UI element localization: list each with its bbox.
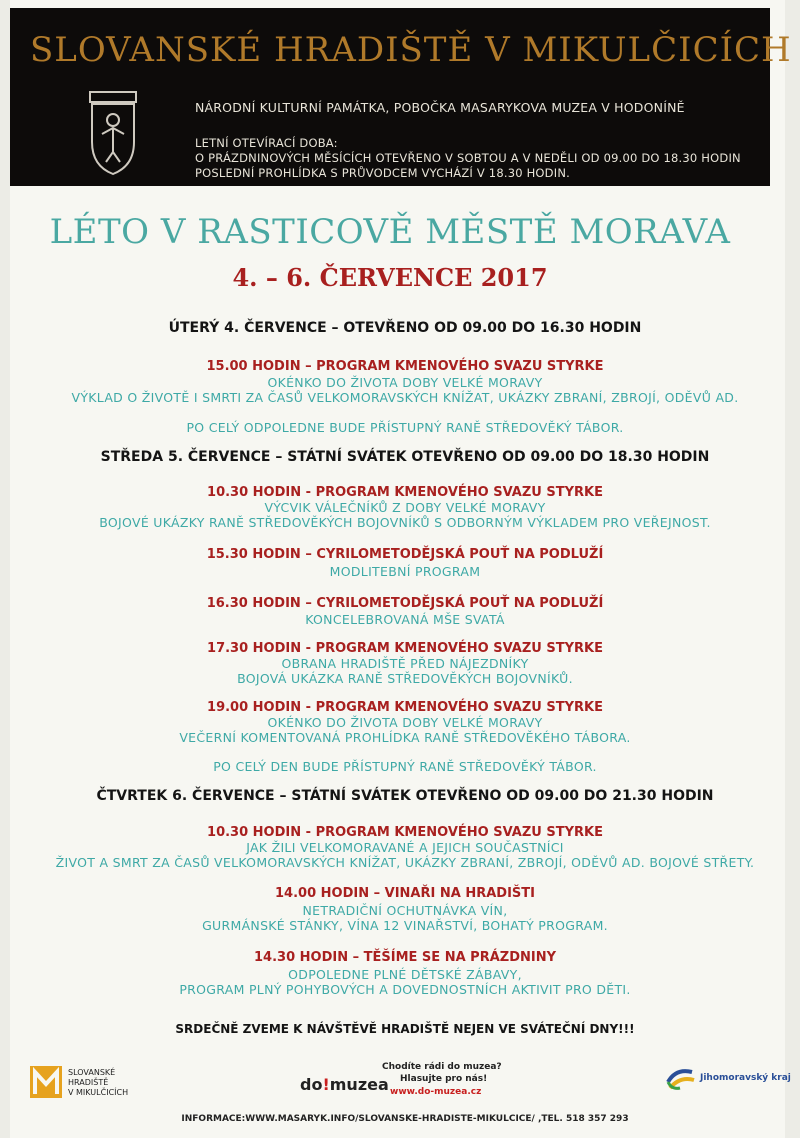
program-time: 19.00 HODIN - PROGRAM KMENOVÉHO SVAZU STYRKE [207, 700, 603, 715]
closing-invitation: SRDEČNĚ ZVEME K NÁVŠTĚVĚ HRADIŠTĚ NEJEN VE SVÁTEČNÍ DNY!!! [175, 1022, 635, 1036]
program-desc: KONCELEBROVANÁ MŠE SVATÁ [305, 612, 505, 627]
program-desc: ŽIVOT A SMRT ZA ČASŮ VELKOMORAVSKÝCH KNÍŽAT, UKÁZKY ZBRANÍ, ZBROJÍ, ODĚVŮ AD. BOJOVÉ STŘETY. [55, 855, 755, 870]
program-desc: OKÉNKO DO ŽIVOTA DOBY VELKÉ MORAVY [267, 375, 543, 390]
footer-logo-text: HRADIŠTĚ [68, 1078, 109, 1087]
vote-url: www.do-muzea.cz [390, 1087, 482, 1097]
program-time: 10.30 HODIN - PROGRAM KMENOVÉHO SVAZU STYRKE [207, 485, 603, 500]
program-desc: VÝKLAD O ŽIVOTĚ I SMRTI ZA ČASŮ VELKOMORAVSKÝCH KNÍŽAT, UKÁZKY ZBRANÍ, ZBROJÍ, ODĚVŮ AD. [71, 390, 739, 405]
hours-label: LETNÍ OTEVÍRACÍ DOBA: [195, 136, 338, 150]
day-note: PO CELÝ ODPOLEDNE BUDE PŘÍSTUPNÝ RANĚ STŘEDOVĚKÝ TÁBOR. [186, 420, 624, 435]
event-dates: 4. – 6. ČERVENCE 2017 [232, 263, 548, 292]
program-desc: MODLITEBNÍ PROGRAM [329, 564, 481, 579]
contact-info: INFORMACE:WWW.MASARYK.INFO/SLOVANSKE-HRADISTE-MIKULCICE/ ,TEL. 518 357 293 [181, 1114, 629, 1124]
program-desc: BOJOVÉ UKÁZKY RANĚ STŘEDOVĚKÝCH BOJOVNÍKŮ S ODBORNÝM VÝKLADEM PRO VEŘEJNOST. [99, 515, 711, 530]
program-desc: OBRANA HRADIŠTĚ PŘED NÁJEZDNÍKY [281, 656, 529, 671]
day-note: PO CELÝ DEN BUDE PŘÍSTUPNÝ RANĚ STŘEDOVĚKÝ TÁBOR. [213, 759, 597, 774]
program-time: 17.30 HODIN - PROGRAM KMENOVÉHO SVAZU STYRKE [207, 641, 603, 656]
program-time: 14.00 HODIN – VINAŘI NA HRADIŠTI [275, 886, 535, 901]
region-logo-icon [666, 1066, 696, 1092]
hours-line-1: O PRÁZDNINOVÝCH MĚSÍCÍCH OTEVŘENO V SOBTOU A V NEDĚLI OD 09.00 DO 18.30 HODIN [195, 151, 741, 165]
day-heading: ÚTERÝ 4. ČERVENCE – OTEVŘENO OD 09.00 DO 16.30 HODIN [168, 320, 642, 336]
footer-logo-text: V MIKULČICÍCH [68, 1088, 129, 1097]
vote-call: Hlasujte pro nás! [400, 1074, 488, 1084]
hradiste-logo-icon [30, 1066, 62, 1098]
poster [10, 0, 792, 1138]
program-time: 15.00 HODIN – PROGRAM KMENOVÉHO SVAZU STYRKE [206, 359, 604, 374]
program-desc: BOJOVÁ UKÁZKA RANĚ STŘEDOVĚKÝCH BOJOVNÍKŮ. [237, 671, 573, 686]
program-time: 10.30 HODIN - PROGRAM KMENOVÉHO SVAZU STYRKE [207, 825, 603, 840]
program-desc: ODPOLEDNE PLNÉ DĚTSKÉ ZÁBAVY, [288, 967, 522, 982]
program-desc: VEČERNÍ KOMENTOVANÁ PROHLÍDKA RANĚ STŘEDOVĚKÉHO TÁBORA. [179, 730, 631, 745]
program-time: 15.30 HODIN – CYRILOMETODĚJSKÁ POUŤ NA PODLUŽÍ [206, 547, 604, 562]
program-desc: GURMÁNSKÉ STÁNKY, VÍNA 12 VINAŘSTVÍ, BOHATÝ PROGRAM. [202, 918, 608, 933]
do-muzea-logo: do!muzea [300, 1075, 389, 1094]
site-title: SLOVANSKÉ HRADIŠTĚ V MIKULČICÍCH [30, 30, 792, 70]
program-time: 16.30 HODIN – CYRILOMETODĚJSKÁ POUŤ NA PODLUŽÍ [206, 596, 604, 611]
program-desc: JAK ŽILI VELKOMORAVANÉ A JEJICH SOUČASTNÍCI [246, 840, 564, 855]
program-desc: OKÉNKO DO ŽIVOTA DOBY VELKÉ MORAVY [267, 715, 543, 730]
program-desc: PROGRAM PLNÝ POHYBOVÝCH A DOVEDNOSTNÍCH AKTIVIT PRO DĚTI. [179, 982, 631, 997]
subtitle: NÁRODNÍ KULTURNÍ PAMÁTKA, POBOČKA MASARYKOVA MUZEA V HODONÍNĚ [195, 100, 685, 115]
day-heading: ČTVRTEK 6. ČERVENCE – STÁTNÍ SVÁTEK OTEVŘENO OD 09.00 DO 21.30 HODIN [96, 788, 714, 804]
program-time: 14.30 HODIN – TĚŠÍME SE NA PRÁZDNINY [254, 950, 556, 965]
program-desc: VÝCVIK VÁLEČNÍKŮ Z DOBY VELKÉ MORAVY [264, 500, 546, 515]
hours-line-2: POSLEDNÍ PROHLÍDKA S PRŮVODCEM VYCHÁZÍ V 18.30 HODIN. [195, 166, 570, 180]
footer-logo-text: SLOVANSKÉ [68, 1068, 116, 1077]
event-title: LÉTO V RASTICOVĚ MĚSTĚ MORAVA [49, 212, 731, 252]
program-desc: NETRADIČNÍ OCHUTNÁVKA VÍN, [302, 903, 508, 918]
vote-question: Chodíte rádi do muzea? [382, 1062, 502, 1072]
coat-of-arms-icon [88, 90, 138, 176]
day-heading: STŘEDA 5. ČERVENCE – STÁTNÍ SVÁTEK OTEVŘENO OD 09.00 DO 18.30 HODIN [100, 449, 710, 465]
header-banner [10, 8, 792, 186]
region-name: Jihomoravský kraj [700, 1073, 791, 1083]
